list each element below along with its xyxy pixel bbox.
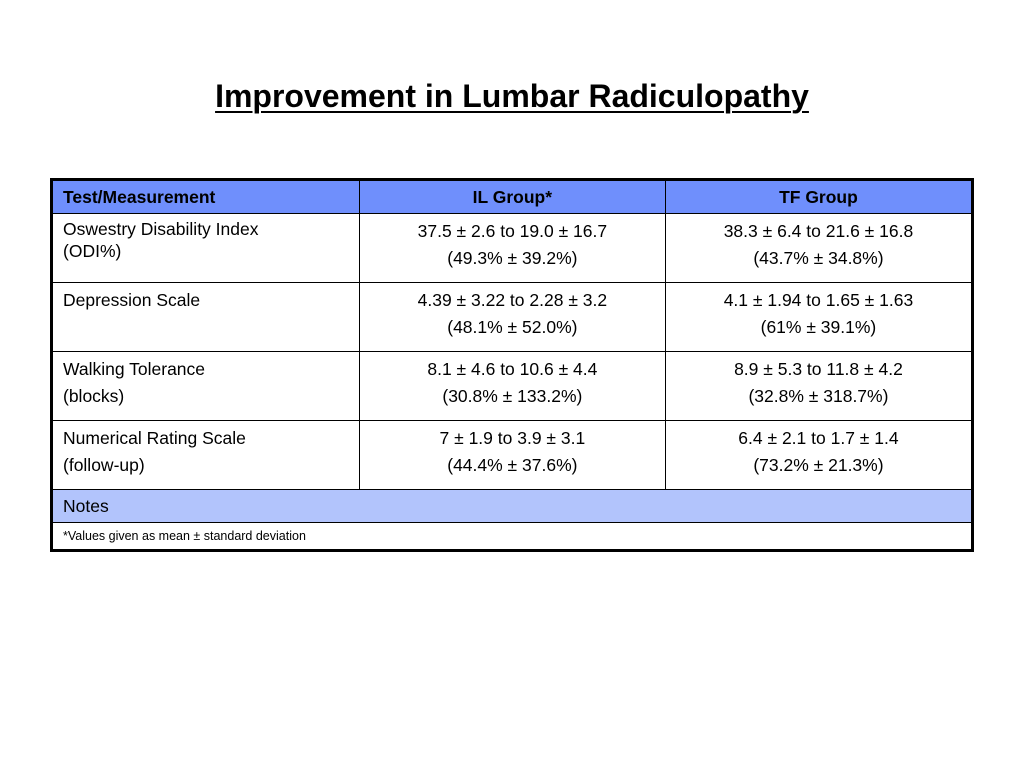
measure-unit: (follow-up) xyxy=(63,455,145,475)
tf-value-cell xyxy=(665,352,972,421)
table-row xyxy=(52,352,973,421)
il-change: 37.5 ± 2.6 to 19.0 ± 16.7 xyxy=(417,221,608,241)
tf-percent: (73.2% ± 21.3%) xyxy=(753,455,884,475)
table-header-row xyxy=(52,180,973,214)
tf-percent: (43.7% ± 34.8%) xyxy=(753,248,884,268)
il-value-cell xyxy=(359,214,665,283)
il-percent: (30.8% ± 133.2%) xyxy=(442,386,583,406)
measure-cell xyxy=(52,283,360,352)
il-change: 7 ± 1.9 to 3.9 ± 3.1 xyxy=(439,428,586,448)
il-percent: (48.1% ± 52.0%) xyxy=(447,317,578,337)
measure-cell xyxy=(52,421,360,490)
measure-name: Depression Scale xyxy=(63,290,201,310)
il-percent: (44.4% ± 37.6%) xyxy=(447,455,578,475)
tf-change: 6.4 ± 2.1 to 1.7 ± 1.4 xyxy=(738,428,899,448)
il-value-cell xyxy=(359,352,665,421)
il-value-cell xyxy=(359,421,665,490)
tf-change: 8.9 ± 5.3 to 11.8 ± 4.2 xyxy=(734,359,903,379)
header-il-group: IL Group* xyxy=(359,180,665,214)
tf-value-cell xyxy=(665,214,972,283)
il-value-cell xyxy=(359,283,665,352)
notes-row xyxy=(52,490,973,523)
measure-name: Numerical Rating Scale xyxy=(63,428,246,448)
il-percent: (49.3% ± 39.2%) xyxy=(447,248,578,268)
measure-cell xyxy=(52,214,360,283)
header-tf-group: TF Group xyxy=(665,180,972,214)
measure-name: Oswestry Disability Index xyxy=(63,219,259,239)
table-row xyxy=(52,283,973,352)
measure-name: Walking Tolerance xyxy=(63,359,206,379)
tf-value-cell xyxy=(665,283,972,352)
footnote-row xyxy=(52,523,973,551)
table-row xyxy=(52,421,973,490)
table-row xyxy=(52,214,973,283)
tf-percent: (61% ± 39.1%) xyxy=(760,317,877,337)
il-change: 4.39 ± 3.22 to 2.28 ± 3.2 xyxy=(417,290,608,310)
notes-label: Notes xyxy=(52,490,973,523)
measure-unit: (blocks) xyxy=(63,386,125,406)
il-change: 8.1 ± 4.6 to 10.6 ± 4.4 xyxy=(427,359,598,379)
tf-change: 38.3 ± 6.4 to 21.6 ± 16.8 xyxy=(723,221,914,241)
results-table xyxy=(50,178,974,552)
page-title: Improvement in Lumbar Radiculopathy xyxy=(215,78,809,114)
tf-value-cell xyxy=(665,421,972,490)
tf-percent: (32.8% ± 318.7%) xyxy=(748,386,889,406)
footnote-text: *Values given as mean ± standard deviation xyxy=(52,523,973,551)
header-test-measurement: Test/Measurement xyxy=(52,180,360,214)
measure-unit: (ODI%) xyxy=(63,241,122,261)
tf-change: 4.1 ± 1.94 to 1.65 ± 1.63 xyxy=(723,290,914,310)
measure-cell xyxy=(52,352,360,421)
